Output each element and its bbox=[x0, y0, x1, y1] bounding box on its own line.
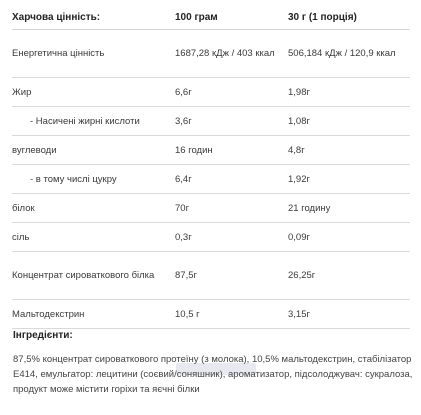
table-row bbox=[12, 78, 410, 107]
value-per-100g: 87,5г bbox=[175, 252, 288, 300]
table-row bbox=[12, 136, 410, 165]
value-per-serving: 1,08г bbox=[288, 107, 410, 136]
table-row bbox=[12, 223, 410, 252]
table-row bbox=[12, 300, 410, 329]
nutrition-table bbox=[12, 6, 410, 329]
value-per-serving: 506,184 кДж / 120,9 ккал bbox=[288, 30, 410, 78]
value-per-100g: 16 годин bbox=[175, 136, 288, 165]
nutrient-name: Концентрат сироваткового білка bbox=[12, 252, 175, 300]
value-per-serving: 4,8г bbox=[288, 136, 410, 165]
value-per-serving: 0,09г bbox=[288, 223, 410, 252]
nutrition-header-row bbox=[12, 6, 410, 30]
nutrient-name: Енергетична цінність bbox=[12, 30, 175, 78]
value-per-100g: 0,3г bbox=[175, 223, 288, 252]
value-per-serving: 1,92г bbox=[288, 165, 410, 194]
table-row bbox=[12, 165, 410, 194]
value-per-100g: 3,6г bbox=[175, 107, 288, 136]
table-row bbox=[12, 252, 410, 300]
table-row bbox=[12, 30, 410, 78]
ingredients-title: Інгредієнти: bbox=[13, 330, 73, 341]
nutrient-name: - Насичені жирні кислоти bbox=[12, 107, 175, 136]
value-per-100g: 6,4г bbox=[175, 165, 288, 194]
ingredients-text: 87,5% концентрат сироваткового протеїну (з молока), 10,5% мальтодекстрин, стабілізатор Е414, емульгатор: лецитини (соєвий/соняшник), ароматизатор, підсолоджувач: сукралоза, продукт може містити горіхи та яєчні білки bbox=[13, 354, 413, 395]
value-per-100g: 10,5 г bbox=[175, 300, 288, 329]
table-row bbox=[12, 107, 410, 136]
value-per-100g: 1687,28 кДж / 403 ккал bbox=[175, 30, 288, 78]
nutrient-name: сіль bbox=[12, 223, 175, 252]
header-per-100g: 100 грам bbox=[175, 6, 288, 30]
value-per-serving: 21 годину bbox=[288, 194, 410, 223]
nutrient-name: вуглеводи bbox=[12, 136, 175, 165]
value-per-100g: 70г bbox=[175, 194, 288, 223]
table-row bbox=[12, 194, 410, 223]
value-per-serving: 26,25г bbox=[288, 252, 410, 300]
nutrient-name: білок bbox=[12, 194, 175, 223]
header-nutrition-value: Харчова цінність: bbox=[12, 6, 175, 30]
nutrient-name: - в тому числі цукру bbox=[12, 165, 175, 194]
nutrient-name: Жир bbox=[12, 78, 175, 107]
nutrient-name: Мальтодекстрин bbox=[12, 300, 175, 329]
value-per-serving: 3,15г bbox=[288, 300, 410, 329]
value-per-100g: 6,6г bbox=[175, 78, 288, 107]
header-per-serving: 30 г (1 порція) bbox=[288, 6, 410, 30]
value-per-serving: 1,98г bbox=[288, 78, 410, 107]
